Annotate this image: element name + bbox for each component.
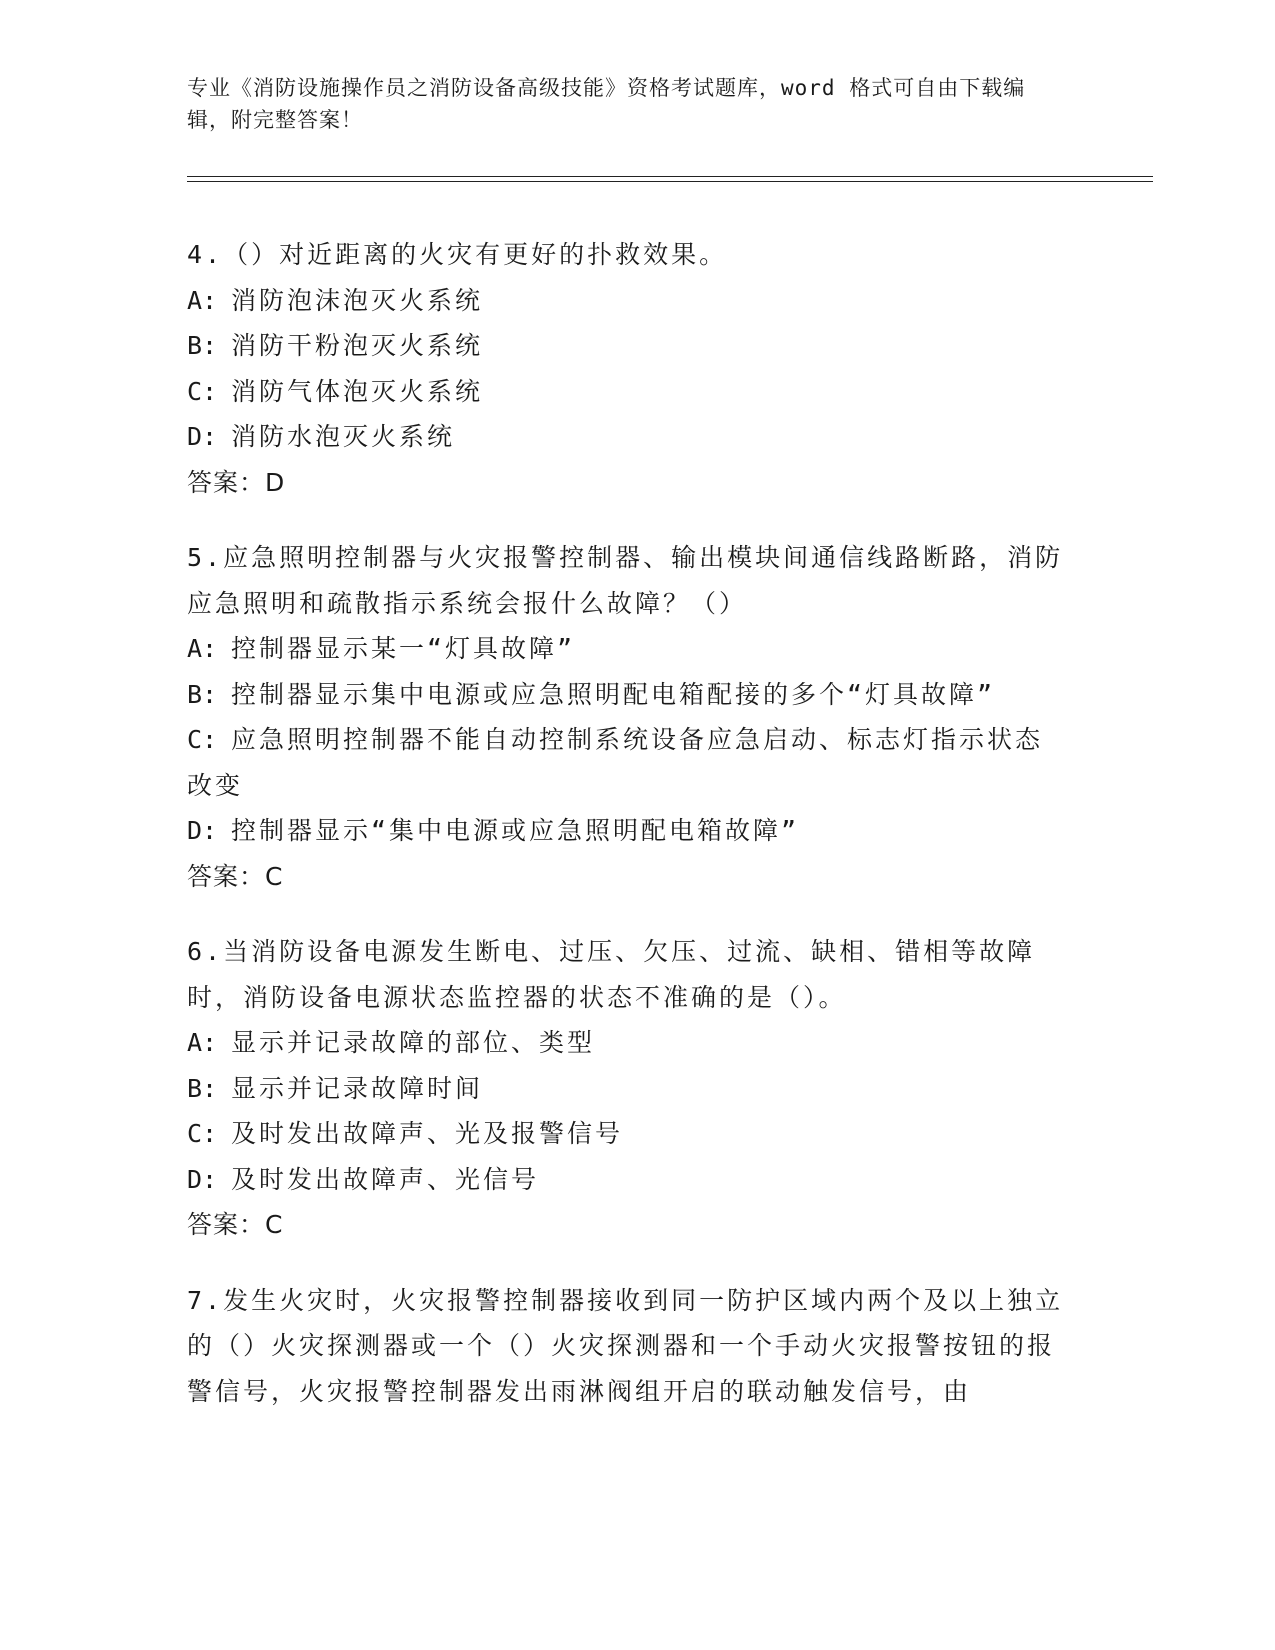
option-text: 控制器显示“集中电源或应急照明配电箱故障” — [231, 816, 800, 845]
option-letter: B: — [187, 331, 218, 360]
question-stem: 发生火灾时，火灾报警控制器接收到同一防护区域内两个及以上独立的（）火灾探测器或一个（）火灾探测器和一个手动火灾报警按钮的报警信号，火灾报警控制器发出雨淋阀组开启的联动触发信号，由 — [187, 1285, 1064, 1406]
question-5 — [187, 535, 1067, 899]
option-text: 控制器显示某一“灯具故障” — [231, 634, 576, 663]
option-d — [187, 414, 1067, 460]
option-d — [187, 808, 1067, 854]
option-letter: B: — [187, 1073, 218, 1103]
question-text — [187, 232, 1067, 278]
question-number: 6. — [187, 937, 224, 966]
answer-line: 答案：C — [187, 861, 284, 891]
question-list — [187, 232, 1067, 1444]
document-header: 专业《消防设施操作员之消防设备高级技能》资格考试题库，word 格式可自由下载编辑，附完整答案！ — [187, 76, 1026, 132]
option-letter: A: — [187, 1028, 218, 1057]
option-letter: D: — [187, 422, 218, 451]
question-text — [187, 535, 1067, 626]
option-letter: D: — [187, 816, 218, 845]
option-text: 消防泡沫泡灭火系统 — [231, 285, 484, 315]
option-letter: C: — [187, 376, 218, 406]
option-letter: C: — [187, 1119, 218, 1148]
question-4 — [187, 232, 1067, 505]
option-a — [187, 1020, 1067, 1066]
question-number: 7. — [187, 1285, 224, 1315]
answer-line: 答案：C — [187, 1210, 284, 1239]
option-b — [187, 323, 1067, 369]
header-divider-bottom — [187, 181, 1153, 182]
question-number: 5. — [187, 543, 224, 572]
option-c — [187, 369, 1067, 415]
question-7 — [187, 1278, 1067, 1415]
question-stem: 应急照明控制器与火灾报警控制器、输出模块间通信线路断路，消防应急照明和疏散指示系统会报什么故障？（） — [187, 543, 1064, 618]
option-text: 及时发出故障声、光及报警信号 — [231, 1119, 624, 1148]
question-stem: （）对近距离的火灾有更好的扑救效果。 — [223, 240, 728, 269]
option-c — [187, 1111, 1067, 1157]
option-letter: D: — [187, 1164, 218, 1194]
question-text — [187, 929, 1067, 1020]
option-text: 应急照明控制器不能自动控制系统设备应急启动、标志灯指示状态改变 — [187, 725, 1044, 800]
option-b — [187, 672, 1067, 718]
answer-line: 答案：D — [187, 467, 286, 497]
option-text: 显示并记录故障的部位、类型 — [231, 1028, 596, 1057]
option-letter: B: — [187, 679, 218, 709]
option-c — [187, 717, 1067, 808]
header-divider-top — [187, 176, 1153, 177]
option-text: 消防气体泡灭火系统 — [231, 376, 484, 406]
option-text: 消防水泡灭火系统 — [231, 422, 456, 451]
option-d — [187, 1157, 1067, 1203]
question-stem: 当消防设备电源发生断电、过压、欠压、过流、缺相、错相等故障时，消防设备电源状态监控器的状态不准确的是（）。 — [187, 937, 1036, 1012]
question-number: 4. — [187, 240, 224, 269]
question-text — [187, 1278, 1067, 1415]
option-text: 显示并记录故障时间 — [231, 1073, 484, 1103]
option-text: 控制器显示集中电源或应急照明配电箱配接的多个“灯具故障” — [231, 679, 996, 709]
option-text: 及时发出故障声、光信号 — [231, 1164, 540, 1194]
option-b — [187, 1066, 1067, 1112]
option-a — [187, 278, 1067, 324]
question-6 — [187, 929, 1067, 1248]
option-text: 消防干粉泡灭火系统 — [231, 331, 484, 360]
option-letter: A: — [187, 285, 218, 315]
option-a — [187, 626, 1067, 672]
option-letter: C: — [187, 725, 218, 754]
option-letter: A: — [187, 634, 218, 663]
